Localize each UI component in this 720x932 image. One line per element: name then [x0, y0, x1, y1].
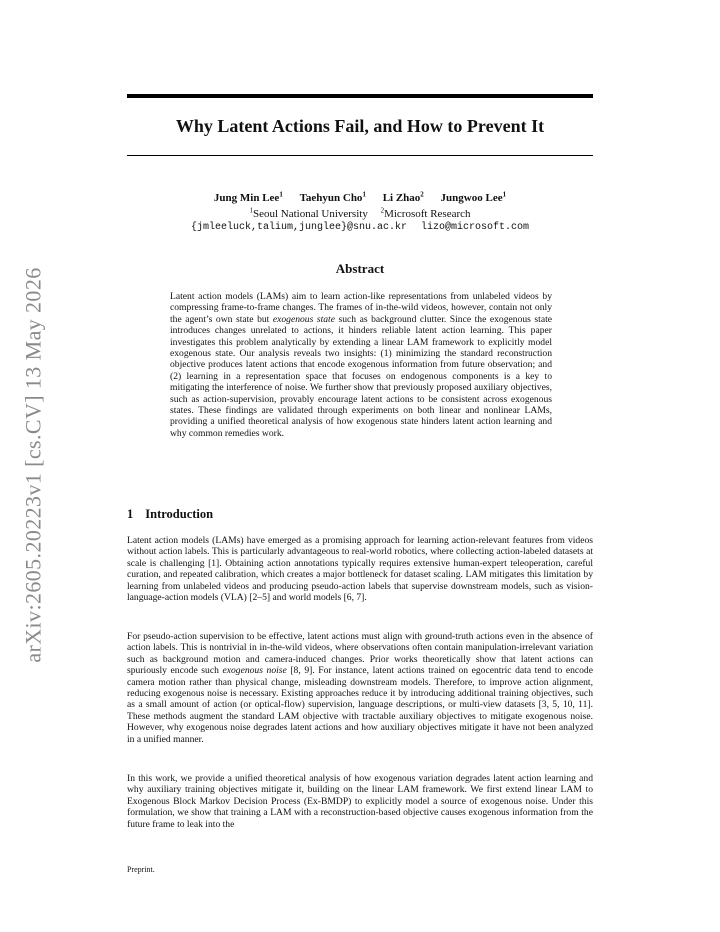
author-block	[127, 188, 593, 234]
affiliation: $^1$Seoul National University	[249, 206, 368, 221]
affiliation: $^2$Microsoft Research	[380, 206, 471, 221]
abstract-heading: Abstract	[335, 261, 385, 276]
intro-paragraph-1: Latent action models (LAMs) have emerged as a promising approach for learning action-relevant features from videos without action labels. This is particularly advantageous to real-world robotics, where collecting action-labeled datasets at scale is challenging [1]. Obtaining action annotations typically requires extensive human-expert teleoperation, careful curation, and repeated calibration, which creates a major bottleneck for dataset scaling. LAM mitigates this limitation by learning from unlabeled videos and producing pseudo-action labels that supervise downstream models, such as vision-language-action models (VLA) [2–5] and world models [6, 7].	[127, 535, 593, 604]
author: Li Zhao$^2$	[382, 190, 424, 204]
arxiv-identifier	[14, 255, 54, 675]
email[interactable]: {jmleeluck,talium,junglee}@snu.ac.kr	[190, 222, 407, 234]
title-rule-bottom	[127, 155, 593, 156]
section-heading-introduction: 1 Introduction	[127, 507, 214, 521]
abstract-body: Latent action models (LAMs) aim to learn action-like representations from unlabeled videos by compressing frame-to-frame changes. The frames of in-the-wild videos, however, contain not only the agent’s own state but exogenous state such as background clutter. Since the exogenous state introduces changes unrelated to actions, it hinders reliable latent action learning. This paper investigates this problem analytically by extending a linear LAM framework to explicitly model exogenous state. Our analysis reveals two insights: (1) minimizing the standard reconstruction objective produces latent actions that encode exogenous information from future observation; and (2) learning in a representation space that focuses on endogenous components is a key to mitigating the interference of noise. We further show that previously proposed auxiliary objectives, such as action-supervision, provably encourage latent actions to be consistent across exogenous states. These findings are validated through experiments on both linear and nonlinear LAMs, providing a unified theoretical analysis of how exogenous state hinders latent action learning and why common remedies work.	[170, 291, 553, 439]
title-rule-top	[127, 94, 593, 98]
author: Jungwoo Lee$^1$	[440, 190, 507, 204]
author: Jung Min Lee$^1$	[213, 190, 283, 204]
author-names	[127, 188, 593, 205]
paper-title: Why Latent Actions Fail, and How to Prevent It	[175, 116, 545, 136]
intro-paragraph-2: For pseudo-action supervision to be effective, latent actions must align with ground-truth actions even in the absence of action labels. This is nontrivial in in-the-wild videos, where observations often contain manipulation-irrelevant variation such as background motion and camera-induced changes. Prior works theoretically show that latent actions can spuriously encode such exogenous noise [8, 9]. For instance, latent actions trained on egocentric data tend to encode camera motion rather than physical change, misleading downstream models. Therefore, to improve action alignment, reducing exogenous noise is necessary. Existing approaches reduce it by introducing additional training objectives, such as a small amount of action (or optical-flow) supervision, language descriptions, or multi-view datasets [3, 5, 10, 11]. These methods augment the standard LAM objective with tractable auxiliary objectives to mitigate exogenous noise. However, why exogenous noise degrades latent actions and how auxiliary objectives mitigate it have not been analyzed in a unified manner.	[127, 631, 593, 745]
email[interactable]: lizo@microsoft.com	[421, 222, 530, 234]
footer-note: Preprint.	[127, 865, 155, 874]
author: Taehyun Cho$^1$	[299, 190, 366, 204]
author-emails	[127, 221, 593, 234]
intro-paragraph-3: In this work, we provide a unified theoretical analysis of how exogenous variation degrades latent action learning and why auxiliary training objectives mitigate it, building on the linear LAM framework. We first extend linear LAM to Exogenous Block Markov Decision Process (Ex-BMDP) to explicitly model a source of exogenous noise. Under this formulation, we show that training a LAM with a reconstruction-based objective causes exogenous information from the future frame to leak into the	[127, 773, 593, 830]
arxiv-identifier-text: arXiv:2605.20223v1 [cs.CV] 13 May 2026	[21, 267, 46, 663]
author-affiliations	[127, 205, 593, 222]
